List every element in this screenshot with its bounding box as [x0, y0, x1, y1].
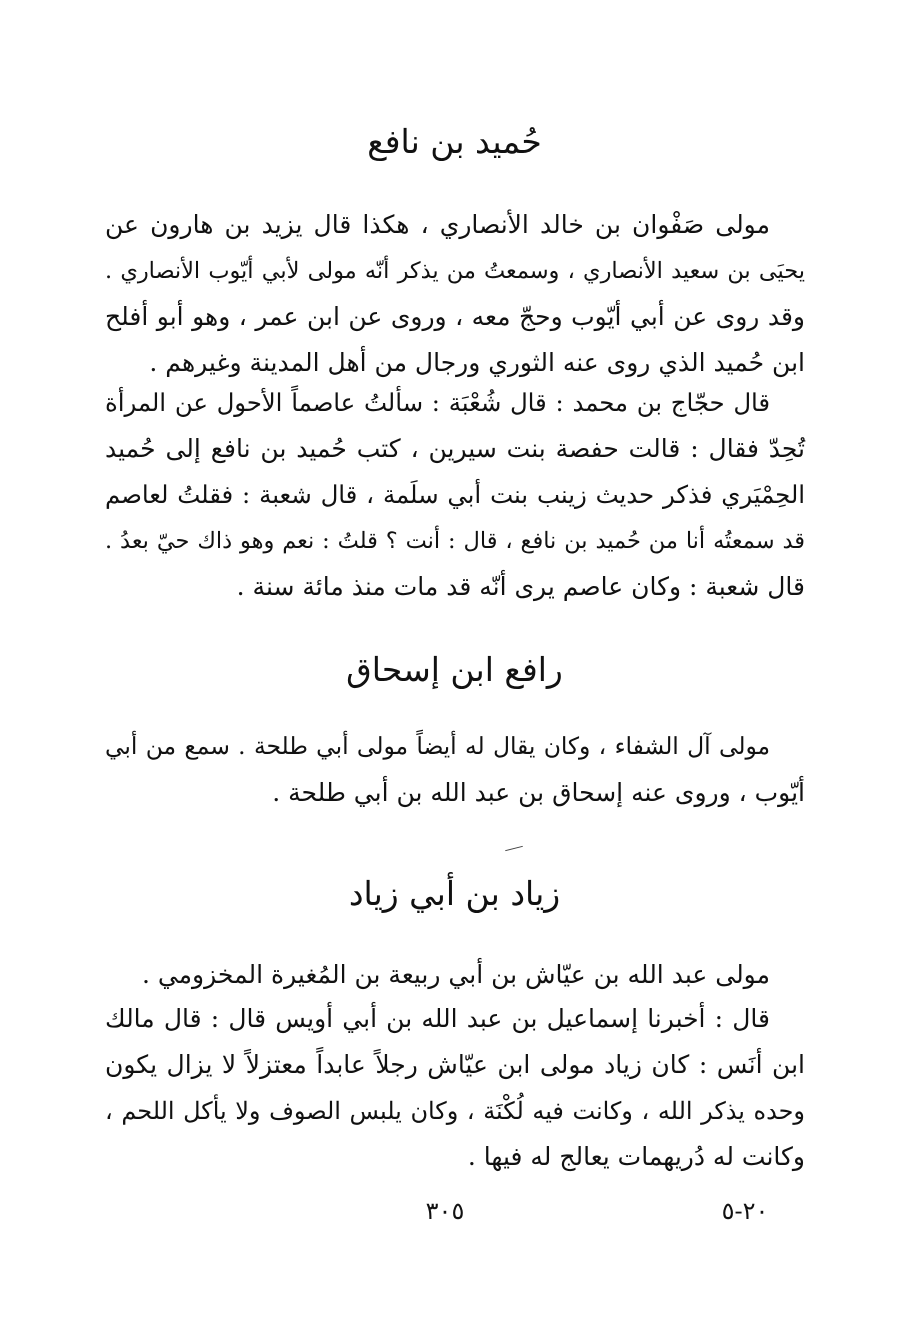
text-line: وقد روى عن أبي أيّوب وحجّ معه ، وروى عن ابن عمر ، وهو أبو أفلح	[105, 302, 805, 331]
text-line: مولى صَفْوان بن خالد الأنصاري ، هكذا قال يزيد بن هارون عن	[105, 210, 770, 239]
paragraph-humaid-bio	[105, 202, 805, 386]
text-line: وحده يذكر الله ، وكانت فيه لُكْنَة ، وكان يلبس الصوف ولا يأكل اللحم ،	[105, 1097, 805, 1125]
text-line: تُحِدّ فقال : قالت حفصة بنت سيرين ، كتب حُميد بن نافع إلى حُميد	[105, 434, 806, 463]
section-title-rafi-ibn-ishaq: رافع ابن إسحاق	[346, 650, 563, 689]
text-line: مولى عبد الله بن عيّاش بن أبي ربيعة بن المُغيرة المخزومي .	[141, 960, 770, 989]
page-number: ٣٠٥	[425, 1197, 465, 1225]
paragraph-ziyad-report	[105, 996, 805, 1180]
printer-signature-mark: ٢٠-٥	[721, 1197, 769, 1225]
text-line: ابن حُميد الذي روى عنه الثوري ورجال من أهل المدينة وغيرهم .	[149, 348, 805, 377]
paragraph-rafi-bio	[105, 724, 805, 816]
paragraph-ziyad-bio	[105, 952, 805, 998]
text-line: ابن أنَس : كان زياد مولى ابن عيّاش رجلاً عابداً معتزلاً لا يزال يكون	[105, 1050, 805, 1079]
text-line: أيّوب ، وروى عنه إسحاق بن عبد الله بن أبي طلحة .	[272, 778, 805, 807]
section-title-ziyad-ibn-abi-ziyad: زياد بن أبي زياد	[348, 874, 561, 913]
paragraph-humaid-report	[105, 380, 805, 610]
section-title-humaid-ibn-nafi: حُميد بن نافع	[367, 122, 542, 161]
text-line: مولى آل الشفاء ، وكان يقال له أيضاً مولى أبي طلحة . سمع من أبي	[105, 733, 770, 760]
text-line: قال : أخبرنا إسماعيل بن عبد الله بن أبي أويس قال : قال مالك	[105, 1004, 770, 1033]
text-line: قال شعبة : وكان عاصم يرى أنّه قد مات منذ مائة سنة .	[236, 572, 805, 601]
text-line: قد سمعتُه أنا من حُميد بن نافع ، قال : أنت ؟ قلتُ : نعم وهو ذاك حيّ بعدُ .	[105, 528, 805, 554]
separator-mark	[505, 846, 523, 851]
text-line: الحِمْيَري فذكر حديث زينب بنت أبي سلَمة ، قال شعبة : فقلتُ لعاصم	[105, 480, 805, 509]
text-line: قال حجّاج بن محمد : قال شُعْبَة : سألتُ عاصماً الأحول عن المرأة	[105, 388, 770, 417]
text-line: يحيَى بن سعيد الأنصاري ، وسمعتُ من يذكر أنّه مولى لأبي أيّوب الأنصاري .	[105, 258, 805, 284]
text-line: وكانت له دُريهمات يعالج له فيها .	[467, 1142, 805, 1171]
